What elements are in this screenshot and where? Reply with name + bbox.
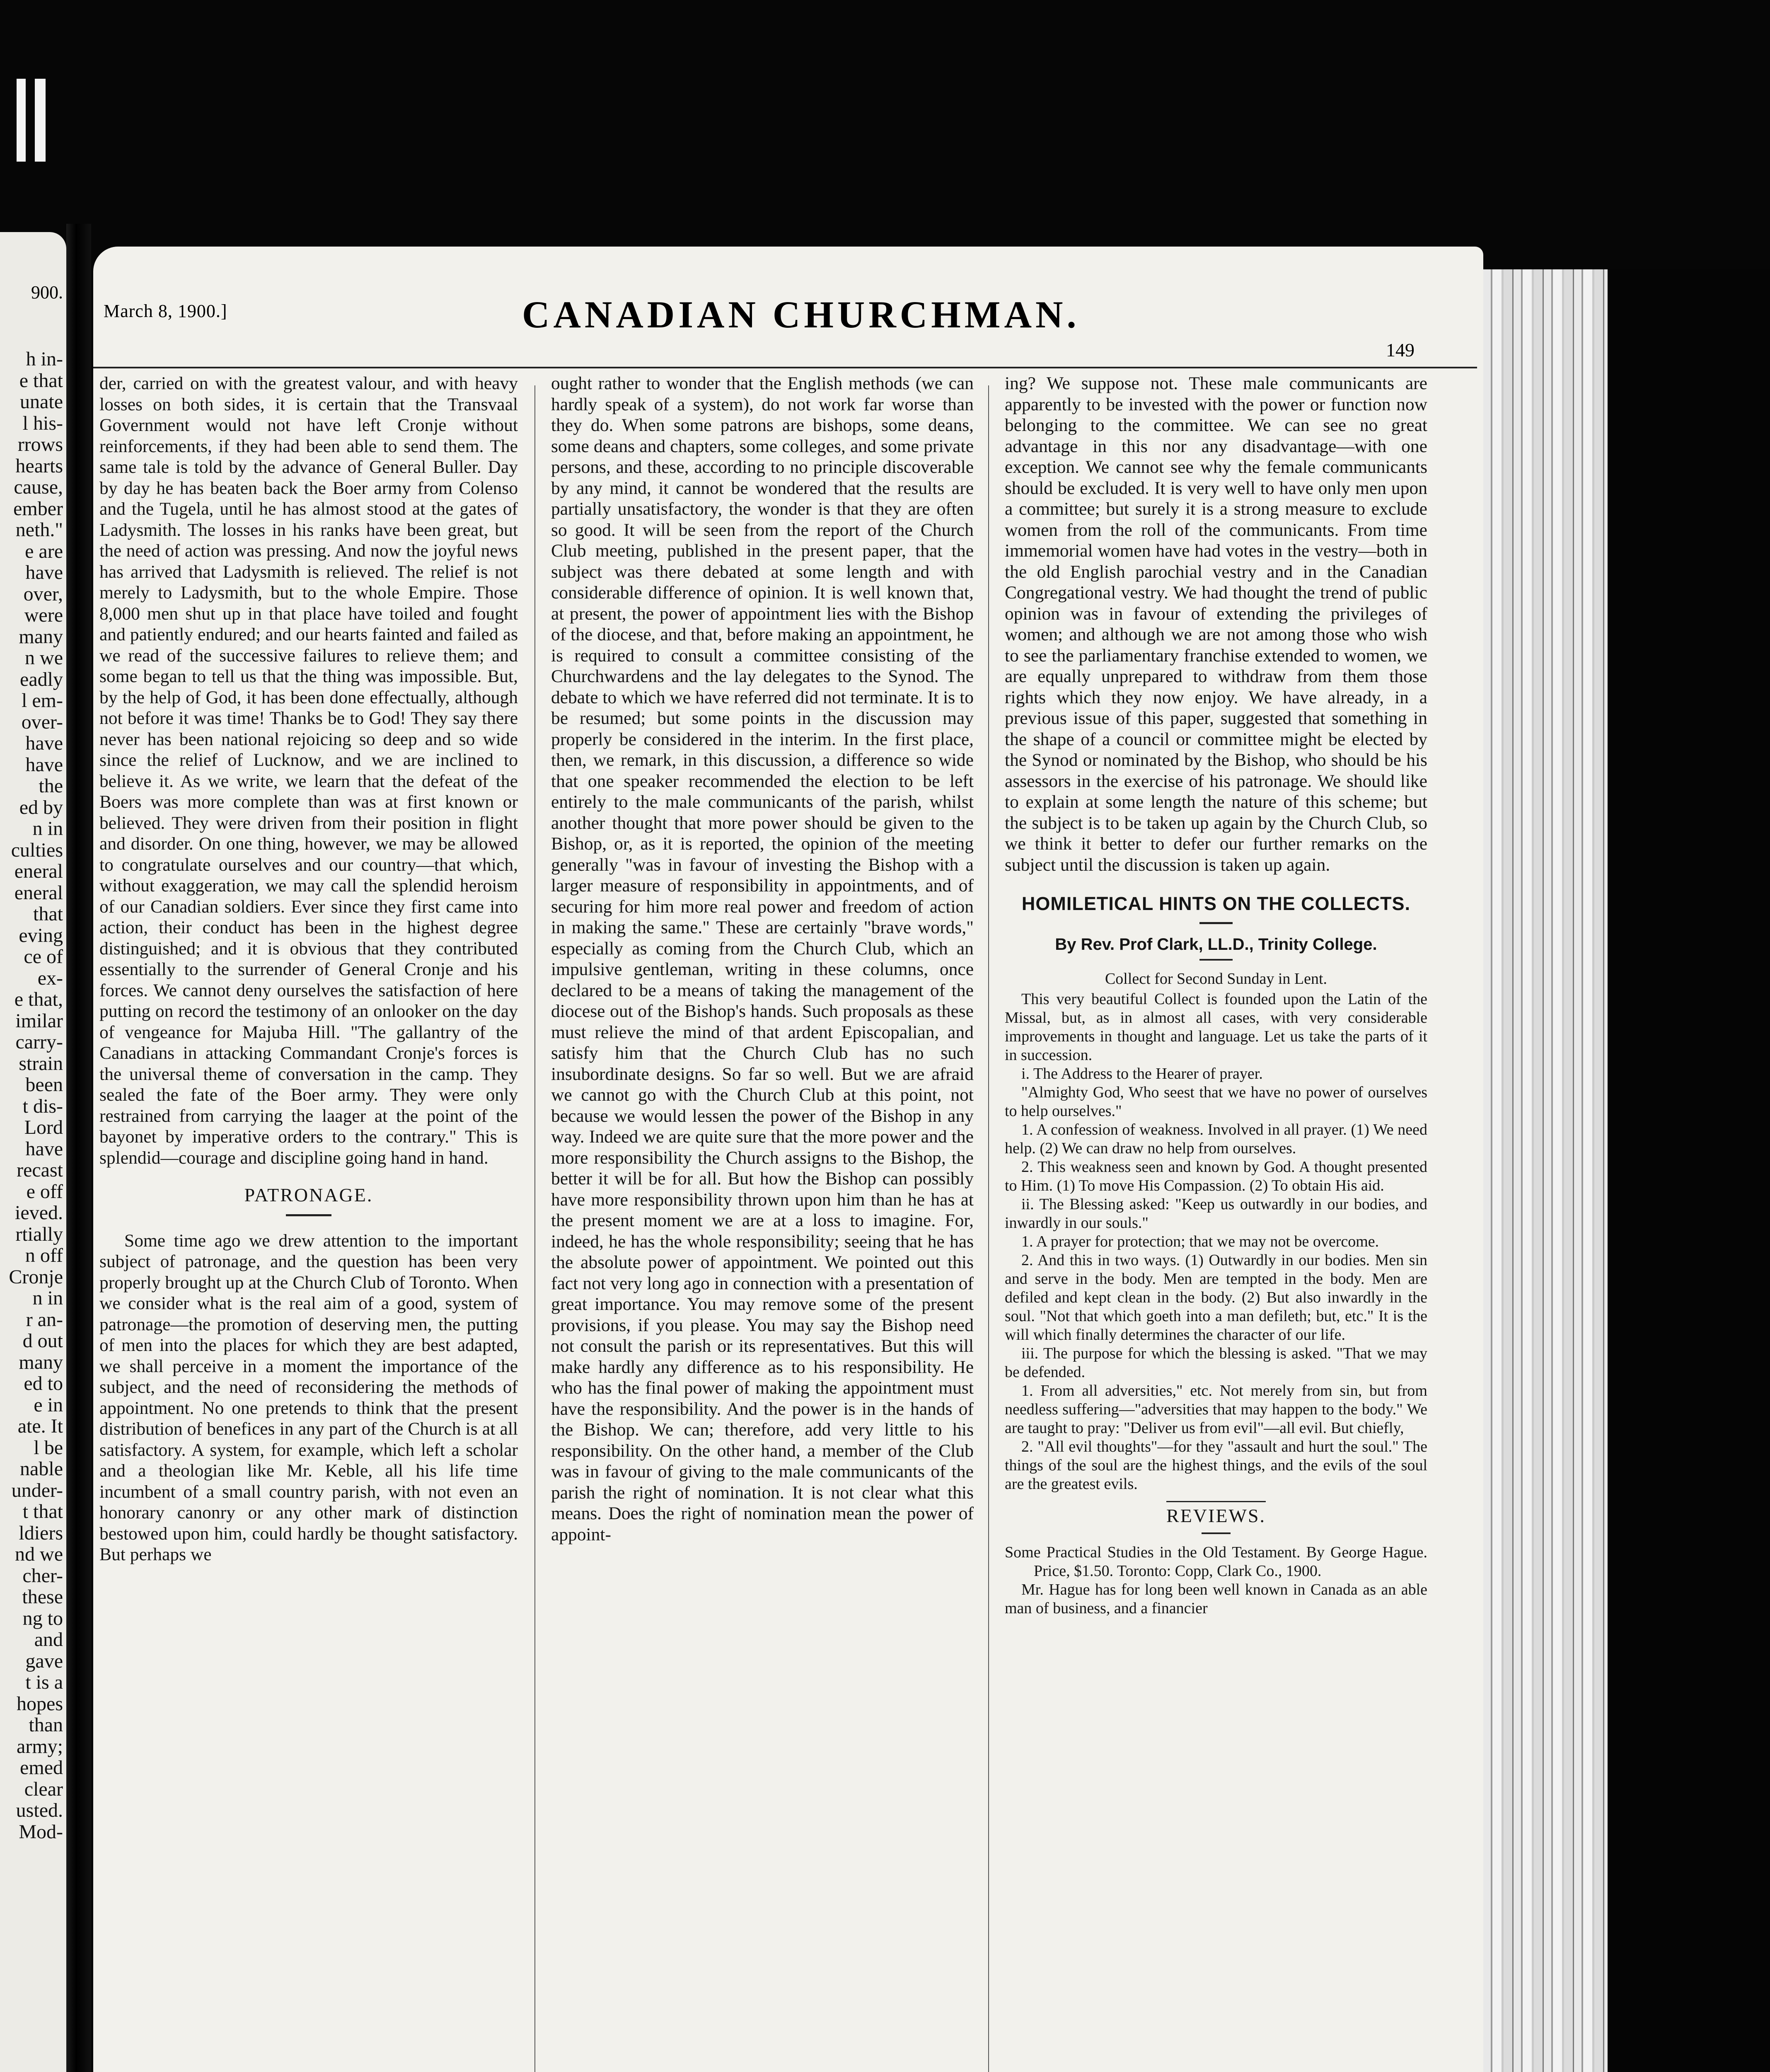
facing-page-line: emed xyxy=(20,1757,63,1779)
facing-page-line: cause, xyxy=(14,476,63,498)
facing-page-line: strain xyxy=(19,1052,63,1075)
facing-page-date: 900. xyxy=(31,282,63,303)
facing-page-line: e are xyxy=(25,540,63,562)
facing-page-line: were xyxy=(24,604,63,626)
patronage-conclusion-paragraph: ing? We suppose not. These male communicants are apparently to be invested with the power or function now belonging to the committee. We can see no great advantage in this nor any disadvantage—with one exception. We cannot see why the female communicants should be excluded. It is very well to have only men upon a committee; but surely it is a strong measure to exclude women from the roll of the communicants. From time immemorial women have had votes in the vestry—both in the old English parochial vestry and in the Canadian Congregational vestry. We had thought the trend of public opinion was in favour of extending the privileges of women; and although we are not among those who wish to see the parliamentary franchise extended to women, we are equally unprepared to withdraw from them those rights which they now enjoy. We have already, in a previous issue of this paper, suggested that something in the shape of a council or committee might be elected by the Synod or nominated by the Bishop, who should be his assessors in the exercise of his patronage. We should like to explain at some length the nature of this scheme; but the subject is to be taken up again by the Church Club, so we think it better to defer our further remarks on the subject until the discussion is taken up again. xyxy=(1005,373,1427,875)
facing-page-line: have xyxy=(25,1138,63,1160)
review-paragraph: Mr. Hague has for long been well known in Canada as an able man of business, and a financier xyxy=(1005,1581,1427,1617)
facing-page-line: l his- xyxy=(22,412,63,434)
facing-page-line: ng to xyxy=(22,1607,63,1629)
heading-rule xyxy=(1199,922,1233,924)
facing-page-line: been xyxy=(25,1074,63,1096)
facing-page-line: Lord xyxy=(24,1116,63,1138)
column-2 xyxy=(551,373,974,1545)
scanner-background-right xyxy=(1608,269,1770,2072)
facing-page-line: and xyxy=(34,1629,63,1651)
facing-page-line: than xyxy=(29,1714,63,1736)
facing-page-line: n we xyxy=(25,647,63,669)
facing-page-line: r an- xyxy=(26,1308,63,1331)
page-number: 149 xyxy=(1386,339,1415,361)
facing-page-line: imilar xyxy=(15,1009,63,1032)
hint-paragraph: 1. A confession of weakness. Involved in all prayer. (1) We need help. (2) We can draw no help from ourselves. xyxy=(1005,1121,1427,1157)
facing-page-line: the xyxy=(39,775,63,797)
facing-page-line: e in xyxy=(34,1394,63,1416)
facing-page-line: neth." xyxy=(15,519,63,541)
review-citation: Some Practical Studies in the Old Testament. By George Hague. Price, $1.50. Toronto: Copp, Clark Co., 1900. xyxy=(1005,1543,1427,1580)
section-rule xyxy=(1166,1501,1266,1502)
hint-paragraph: 1. From all adversities," etc. Not merely from sin, but from needless suffering—"adversities that may happen to the body." We are taught to pray: "Deliver us from evil"—all evil. But chiefly, xyxy=(1005,1382,1427,1437)
patronage-continued-paragraph: ought rather to wonder that the English methods (we can hardly speak of a system), do not work far worse than they do. When some patrons are bishops, some deans, some deans and chapters, some colleges, and some private persons, and these, according to no principle discoverable by any mind, it cannot be wondered that the results are partially unsatisfactory, the wonder is that they are often so good. It will be seen from the report of the Church Club meeting, published in the present paper, that the subject was there debated at some length and with considerable difference of opinion. It is well known that, at present, the power of appointment lies with the Bishop of the diocese, and that, before making an appointment, he is required to consult a committee consisting of the Churchwardens and the lay delegates to the Synod. The debate to which we have referred did not terminate. It is to be resumed; but some points in the discussion may properly be considered in the interim. In the first place, then, we remark, in this discussion, a difference so wide that one speaker recommended the election to be left entirely to the male communicants of the parish, whilst another thought that more power should be given to the Bishop, or, as it is reported, the opinion of the meeting generally "was in favour of investing the Bishop with a larger measure of responsibility in appointments, and of securing for him more real power and freedom of action in making the same." These are certainly "brave words," especially as coming from the Church Club, which an impulsive gentleman, writing in these columns, once declared to be a means of taking the management of the diocese out of the Bishop's hands. Such proposals as these must relieve the mind of that ardent Episcopalian, and satisfy him that the Church Club has no such insubordinate designs. So far so well. But we are afraid we cannot go with the Church Club at this point, not because we would lessen the power of the Bishop in any way. Indeed we are quite sure that the more power and the more responsibility the Church assigns to the Bishop, the better it will be for all. But how the Bishop can possibly have more responsibility thrown upon him than he has at the present moment we are at a loss to imagine. For, indeed, he has the whole responsibility; seeing that he has the absolute power of appointment. We pointed out this fact not very long ago in connection with a presentation of great importance. You may remove some of the present provisions, if you please. You may say the Bishop need not consult the parish or its representatives. But this will make hardly any difference as to his responsibility. He who has the final power of making the appointment must have the responsibility. And the power is in the hands of the Bishop. We can; therefore, add very little to his responsibility. On the other hand, a member of the Club was in favour of giving to the male communicants of the parish the right of nomination. It is not clear what this means. Does the right of nomination mean the power of appoint- xyxy=(551,373,974,1544)
header-rule xyxy=(93,367,1477,368)
facing-page-line: Mod- xyxy=(19,1820,63,1843)
facing-page-line: under- xyxy=(11,1479,63,1501)
facing-page-line: nd we xyxy=(15,1543,63,1565)
facing-page-line: n in xyxy=(32,1287,63,1309)
facing-page-line: over, xyxy=(23,583,63,605)
facing-page-line: Cronje xyxy=(9,1266,63,1288)
reviews-body xyxy=(1005,1543,1427,1618)
facing-page-line: h in- xyxy=(26,348,63,370)
facing-page-line: army; xyxy=(17,1735,63,1757)
facing-page-line: t dis- xyxy=(22,1095,63,1117)
masthead-title: CANADIAN CHURCHMAN. xyxy=(522,293,1080,336)
facing-page-line: have xyxy=(25,753,63,776)
facing-page-line: gave xyxy=(25,1650,63,1672)
facing-page-line: eving xyxy=(19,924,63,946)
facing-page-line: hearts xyxy=(15,455,63,477)
facing-page-line: rtially xyxy=(15,1223,63,1245)
patronage-paragraph: Some time ago we drew attention to the important subject of patronage, and the question has been very properly brought up at the Church Club of Toronto. When we consider what is the real aim of a good, system of patronage—the promotion of deserving men, the putting of men into the places for which they are best adapted, we shall perceive in a moment the importance of the subject, and the need of reconsidering the methods of appointment. No one pretends to think that the present distribution of benefices in any part of the Church is at all satisfactory. A system, for example, which left a scholar and a theologian like Mr. Keble, all his life time incumbent of a small country parish, with not even an honorary canonry or any other mark of distinction bestowed upon him, could hardly be thought satisfactory. But perhaps we xyxy=(99,1230,518,1564)
facing-page-line: e off xyxy=(26,1180,63,1203)
facing-page-line: ed to xyxy=(24,1372,63,1394)
film-mark-top-2 xyxy=(35,79,46,162)
hint-paragraph: i. The Address to the Hearer of prayer. xyxy=(1021,1065,1263,1082)
facing-page-line: ce of xyxy=(24,946,63,968)
homiletical-hints-heading: HOMILETICAL HINTS ON THE COLLECTS. xyxy=(1021,893,1411,914)
facing-page-line: hopes xyxy=(17,1692,63,1715)
facing-page-line: ember xyxy=(13,497,63,520)
facing-page-line: l em- xyxy=(22,690,63,712)
heading-rule xyxy=(1202,1532,1231,1534)
hint-paragraph: 1. A prayer for protection; that we may not be overcome. xyxy=(1021,1233,1379,1250)
facing-page-line: ate. It xyxy=(17,1415,63,1437)
hint-paragraph: ii. The Blessing asked: "Keep us outwardly in our bodies, and inwardly in our souls." xyxy=(1005,1196,1427,1232)
film-mark-top-1 xyxy=(17,79,26,162)
column-1 xyxy=(99,373,518,1565)
facing-page-line: eadly xyxy=(20,668,63,690)
hint-paragraph: iii. The purpose for which the blessing is asked. "That we may be defended. xyxy=(1005,1345,1427,1381)
facing-page-fragment xyxy=(0,232,66,2072)
facing-page-line: cher- xyxy=(22,1564,63,1587)
facing-page-line: ex- xyxy=(37,967,63,989)
facing-page-line: carry- xyxy=(15,1031,63,1053)
facing-page-line: eneral xyxy=(14,881,63,904)
facing-page-line: t is a xyxy=(25,1671,63,1693)
hint-paragraph: "Almighty God, Who seest that we have no power of ourselves to help ourselves." xyxy=(1005,1084,1427,1120)
editorial-war-paragraph: der, carried on with the greatest valour, and with heavy losses on both sides, it is certain that the Transvaal Government would not have left Cronje without reinforcements, if they had been able to send them. The same tale is told by the advance of General Buller. Day by day he has beaten back the Boer army from Colenso and the Tugela, until he has almost stood at the gates of Ladysmith. The losses in his ranks have been great, but the need of action was pressing. And now the joyful news has arrived that Ladysmith is relieved. The relief is not merely to Ladysmith, but to the whole Empire. Those 8,000 men shut up in that place have toiled and fought and patiently endured; and our hearts fainted and failed as we read of the successive failures to relieve them; and some began to tell us that the thing was impossible. But, by the help of God, it has been done effectually, although not before it was time! Thanks be to God! They say there never has been national rejoicing so deep and so wide since the relief of Lucknow, and we are inclined to believe it. As we write, we learn that the defeat of the Boers was more complete than was at first known or believed. They were driven from their position in flight and disorder. On one thing, however, we may be allowed to congratulate ourselves and our country—that which, without exaggeration, we may call the splendid heroism of our Canadian soldiers. Ever since they first came into action, their conduct has been in the highest degree distinguished; and it is obvious that they contributed essentially to the surrender of General Cronje and his forces. We cannot deny ourselves the satisfaction of here putting on record the testimony of an onlooker on the day of vengeance for Majuba Hill. "The gallantry of the Canadians in attacking Commandant Cronje's forces is the universal theme of conversation in the camp. They sealed the fate of the Boer army. They were only restrained from carrying the laager at the point of the bayonet by imperative orders to the contrary." This is splendid—courage and discipline going hand in hand. xyxy=(99,373,518,1168)
hint-paragraph: 2. And this in two ways. (1) Outwardly in our bodies. Men sin and serve in the body. Men are tempted in the body. Men are defiled and kept clean in the body. (2) But also inwardly in the soul. "Not that which goeth into a man defileth; but, etc." It is the will which finally determines the character of our life. xyxy=(1005,1251,1427,1343)
facing-page-line: have xyxy=(25,732,63,754)
facing-page-line: eneral xyxy=(14,860,63,882)
facing-page-line: over- xyxy=(21,711,63,733)
facing-page-line: that xyxy=(33,903,63,925)
hint-paragraph: 2. "All evil thoughts"—for they "assault and hurt the soul." The things of the soul are the highest things, and the evils of the soul are the greatest evils. xyxy=(1005,1438,1427,1493)
facing-page-line: usted. xyxy=(16,1799,63,1821)
column-divider-1 xyxy=(534,385,535,2072)
facing-page-lines xyxy=(0,349,66,1842)
facing-page-line: ldiers xyxy=(19,1522,63,1544)
facing-page-line: d out xyxy=(22,1330,63,1352)
facing-page-line: e that xyxy=(19,369,63,392)
facing-page-line: nable xyxy=(20,1458,63,1480)
heading-rule xyxy=(286,1214,331,1216)
facing-page-line: culties xyxy=(11,839,63,861)
heading-rule xyxy=(1199,959,1233,961)
issue-date: March 8, 1900.] xyxy=(104,301,227,321)
page-edges xyxy=(1483,269,1608,2072)
facing-page-line: l be xyxy=(34,1436,63,1459)
facing-page-line: n off xyxy=(25,1244,63,1266)
facing-page-line: many xyxy=(19,1351,63,1373)
collect-subheading: Collect for Second Sunday in Lent. xyxy=(1105,970,1328,988)
facing-page-line: e that, xyxy=(14,988,63,1010)
facing-page-line: unate xyxy=(20,391,63,413)
reviews-heading: REVIEWS. xyxy=(1166,1505,1266,1526)
homiletical-hints-body xyxy=(1005,970,1427,1493)
hint-paragraph: 2. This weakness seen and known by God. A thought presented to Him. (1) To move His Compassion. (2) To obtain His aid. xyxy=(1005,1158,1427,1194)
facing-page-line: have xyxy=(25,562,63,583)
article-byline: By Rev. Prof Clark, LL.D., Trinity College. xyxy=(1055,935,1377,954)
patronage-heading: PATRONAGE. xyxy=(244,1184,373,1205)
facing-page-line: rrows xyxy=(17,433,63,455)
facing-page-line: ed by xyxy=(19,796,63,818)
book-spine xyxy=(66,224,91,2072)
facing-page-line: these xyxy=(22,1586,63,1608)
facing-page-line: n in xyxy=(32,818,63,840)
column-divider-2 xyxy=(988,385,989,2072)
hint-paragraph: This very beautiful Collect is founded upon the Latin of the Missal, but, as in almost all cases, with very considerable improvements in thought and language. Let us take the parts of it in succession. xyxy=(1005,990,1427,1064)
facing-page-line: many xyxy=(19,625,63,648)
column-3 xyxy=(1005,373,1427,1618)
facing-page-line: ieved. xyxy=(15,1202,63,1224)
facing-page-line: t that xyxy=(22,1501,63,1523)
facing-page-line: clear xyxy=(24,1778,63,1800)
facing-page-line: recast xyxy=(17,1159,63,1181)
